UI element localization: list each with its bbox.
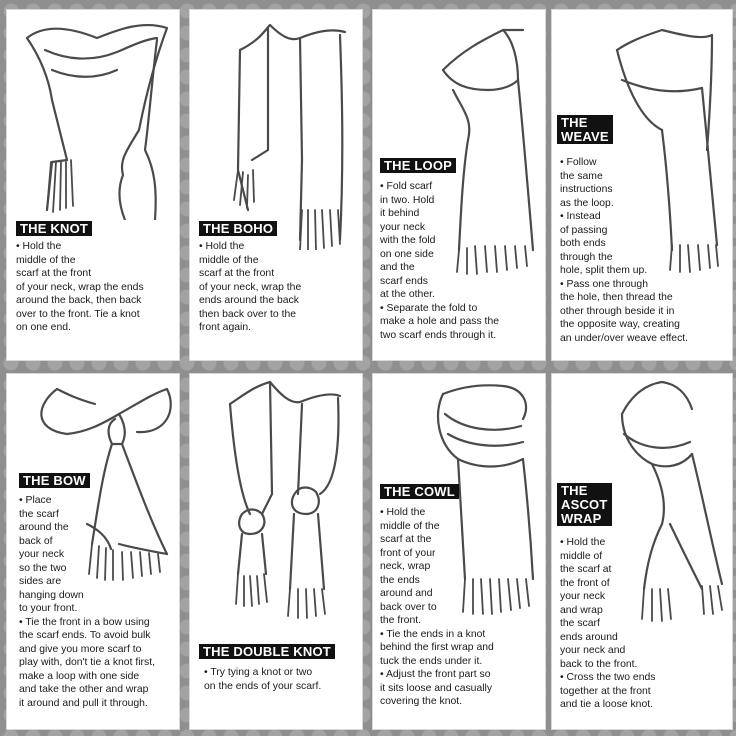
instruction-line: hole, split them up. <box>560 265 648 276</box>
instruction-line: your neck and <box>560 645 626 656</box>
instruction-line: neck, wrap <box>380 561 431 572</box>
card-instructions <box>380 506 542 709</box>
instruction-line: both ends <box>560 238 606 249</box>
instruction-line: the scarf <box>19 508 59 520</box>
scarf-double-knot-illustration <box>190 374 362 624</box>
card-the-knot <box>7 10 179 360</box>
title-line: THE BOHO <box>203 221 274 236</box>
instruction-line: scarf at the <box>380 534 432 545</box>
card-instructions <box>380 180 542 342</box>
instruction-line: then back over to the <box>199 308 297 320</box>
instruction-line: the opposite way, creating <box>560 319 680 330</box>
instruction-line: back over to <box>380 601 437 613</box>
instruction-line: it around and pull it through. <box>19 697 148 709</box>
instruction-line: • Instead <box>560 211 601 222</box>
card-instructions <box>560 156 730 345</box>
instruction-line: over to the front. Tie a knot <box>16 308 140 320</box>
instruction-line: of your neck, wrap the <box>199 281 302 293</box>
instruction-line: • Adjust the front part so <box>380 669 491 680</box>
instruction-line: play with, don't tie a knot first, <box>19 657 155 668</box>
title-line: WRAP <box>561 511 602 526</box>
instruction-line: • Place <box>19 495 52 506</box>
instruction-line: • Follow <box>560 157 597 168</box>
title-line: ASCOT <box>561 497 608 512</box>
instruction-line: • Hold the <box>16 241 62 252</box>
instruction-line: front again. <box>199 322 251 333</box>
instruction-line: on one side <box>380 248 434 260</box>
instruction-line: it behind <box>380 208 420 219</box>
instruction-line: • Fold scarf <box>380 181 433 192</box>
instruction-line: your neck <box>560 591 606 602</box>
instruction-line: in two. Hold <box>380 194 435 206</box>
instruction-line: around the back, then back <box>16 295 142 306</box>
instruction-line: the scarf at <box>560 564 612 575</box>
instruction-line: around the <box>19 522 69 533</box>
instruction-line: the same <box>560 170 603 182</box>
instruction-line: to your front. <box>19 603 78 614</box>
instruction-line: with the fold <box>380 235 436 246</box>
instruction-line: the front of <box>560 577 610 589</box>
instruction-line: scarf ends <box>380 275 428 287</box>
instruction-line: and take the other and wrap <box>19 684 149 695</box>
instruction-line: your neck <box>19 549 65 560</box>
title-line: THE <box>561 115 588 130</box>
instruction-line: on one end. <box>16 322 71 333</box>
instruction-line: and tie a loose knot. <box>560 699 654 710</box>
instruction-line: covering the knot. <box>380 696 463 707</box>
instruction-line: middle of the <box>199 254 259 266</box>
card-instructions <box>16 240 176 335</box>
card-instructions <box>560 536 730 712</box>
card-the-bow <box>7 374 179 729</box>
instruction-line: the hole, then thread the <box>560 292 673 303</box>
instruction-line: • Hold the <box>199 241 245 252</box>
instruction-line: two scarf ends through it. <box>380 329 497 341</box>
instruction-line: make a hole and pass the <box>380 316 499 327</box>
card-the-loop <box>373 10 545 360</box>
instruction-line: so the two <box>19 562 67 574</box>
instruction-line: back of <box>19 535 53 547</box>
instruction-line: • Tie the ends in a knot <box>380 628 486 640</box>
title-line: THE KNOT <box>20 221 89 236</box>
card-the-ascot-wrap <box>552 374 732 729</box>
card-title <box>380 158 456 173</box>
instruction-line: scarf at the front <box>16 268 92 279</box>
card-title <box>557 115 613 144</box>
instruction-line: • Try tying a knot or two <box>204 667 313 678</box>
instruction-line: tuck the ends under it. <box>380 655 483 667</box>
instruction-line: behind the first wrap and <box>380 642 494 653</box>
card-title <box>199 221 277 236</box>
instruction-line: sides are <box>19 576 62 587</box>
instruction-line: your neck <box>380 221 426 233</box>
instruction-line: together at the front <box>560 685 651 697</box>
instruction-line: instructions <box>560 184 613 195</box>
instruction-line: • Pass one through <box>560 278 648 290</box>
instruction-line: the front. <box>380 615 422 626</box>
instruction-line: middle of the <box>16 254 76 266</box>
card-the-weave <box>552 10 732 360</box>
instruction-line: ends around the back <box>199 295 299 306</box>
instruction-line: the scarf ends. To avoid bulk <box>19 630 151 641</box>
instruction-line: hanging down <box>19 589 84 601</box>
instruction-line: • Hold the <box>560 537 606 548</box>
card-instructions <box>199 240 359 335</box>
card-title <box>199 644 335 659</box>
instruction-line: make a loop with one side <box>19 670 140 682</box>
instruction-line: it sits loose and casually <box>380 682 493 694</box>
instruction-line: middle of the <box>380 520 440 532</box>
instruction-line: and wrap <box>560 604 603 616</box>
instruction-line: and the <box>380 262 415 273</box>
instruction-line: on the ends of your scarf. <box>204 680 322 692</box>
title-line: THE <box>561 483 588 498</box>
instruction-line: through the <box>560 251 613 263</box>
instruction-line: front of your <box>380 547 436 559</box>
card-the-double-knot <box>190 374 362 729</box>
instruction-line: middle of <box>560 550 603 562</box>
card-title <box>16 221 92 236</box>
card-title <box>380 484 459 499</box>
card-title <box>19 473 90 488</box>
card-the-cowl <box>373 374 545 729</box>
scarf-boho-illustration <box>190 10 362 250</box>
instruction-line: the scarf <box>560 618 600 629</box>
instruction-line: other through beside it in <box>560 305 675 317</box>
instruction-line: at the other. <box>380 289 435 300</box>
card-the-boho <box>190 10 362 360</box>
instruction-line: of passing <box>560 224 608 236</box>
card-title <box>557 483 612 526</box>
title-line: THE COWL <box>384 484 455 499</box>
instruction-line: • Cross the two ends <box>560 672 656 683</box>
instruction-line: as the loop. <box>560 197 614 209</box>
instruction-line: • Separate the fold to <box>380 302 478 314</box>
instruction-line: of your neck, wrap the ends <box>16 281 144 293</box>
instruction-line: the ends <box>380 574 420 586</box>
instruction-line: an under/over weave effect. <box>560 332 689 344</box>
instruction-line: and give you more scarf to <box>19 643 142 655</box>
instruction-line: scarf at the front <box>199 268 275 279</box>
title-line: THE BOW <box>23 473 86 488</box>
instruction-line: ends around <box>560 631 618 643</box>
card-instructions <box>19 494 177 710</box>
title-line: WEAVE <box>561 129 609 144</box>
title-line: THE DOUBLE KNOT <box>203 644 331 659</box>
instruction-line: back to the front. <box>560 658 638 670</box>
instruction-line: around and <box>380 588 433 599</box>
title-line: THE LOOP <box>384 158 453 173</box>
instruction-line: • Hold the <box>380 507 426 518</box>
card-instructions <box>204 666 354 693</box>
instruction-line: • Tie the front in a bow using <box>19 616 150 628</box>
scarf-knot-illustration <box>7 10 179 220</box>
